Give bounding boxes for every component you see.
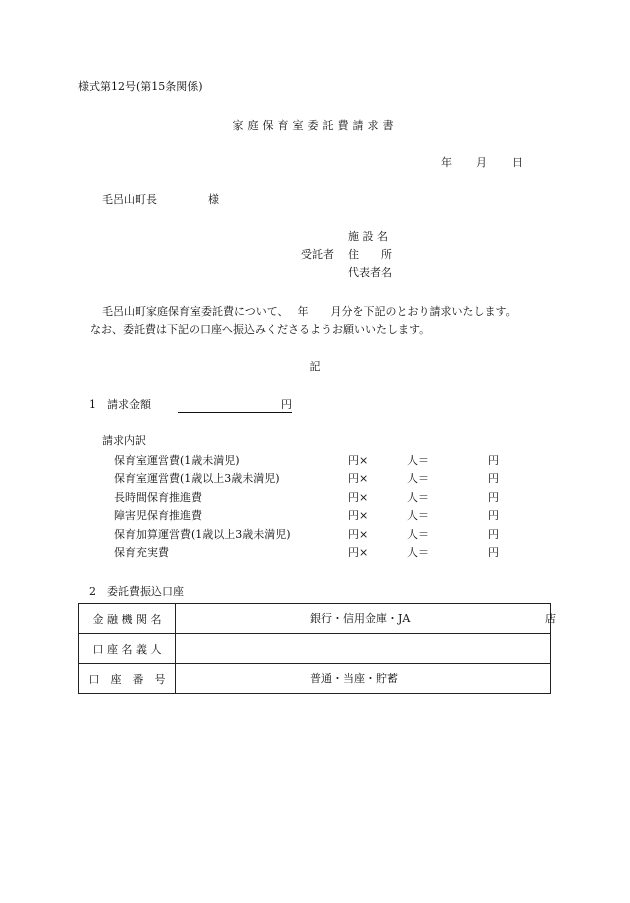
bank-branch-label: 店 — [545, 612, 556, 625]
section-1-title: 1 請求金額 — [89, 398, 151, 411]
bank-name-field[interactable] — [176, 604, 556, 634]
date-day-label: 日 — [512, 156, 523, 169]
breakdown-row-persons: 人＝ — [407, 491, 429, 504]
breakdown-row-persons: 人＝ — [407, 509, 429, 522]
trustee-label: 受託者 — [301, 248, 334, 261]
bank-row — [79, 604, 551, 634]
breakdown-row-total: 円 — [488, 509, 499, 522]
section-2-title: 2 委託費振込口座 — [89, 585, 184, 598]
date-month-label: 月 — [476, 156, 487, 169]
bank-type-options: 銀行・信用金庫・JA — [310, 612, 411, 625]
bank-account-table — [78, 603, 556, 694]
representative-label: 代表者名 — [348, 266, 392, 279]
amount-blank-line — [178, 398, 292, 413]
breakdown-row-label: 保育室運営費(1歳以上3歳未満児) — [114, 472, 280, 485]
address-label: 住 所 — [348, 248, 392, 261]
bank-name-label: 金 融 機 関 名 — [79, 604, 176, 634]
addressee-name: 毛呂山町長 — [102, 193, 157, 206]
account-holder-field[interactable] — [176, 634, 551, 664]
breakdown-row-yen-times: 円× — [348, 528, 369, 541]
breakdown-row-total: 円 — [488, 454, 499, 467]
ki-heading: 記 — [309, 360, 321, 373]
breakdown-row-yen-times: 円× — [348, 454, 369, 467]
holder-row — [79, 634, 551, 664]
breakdown-row-label: 保育充実費 — [114, 546, 169, 559]
breakdown-row-label: 保育室運営費(1歳未満児) — [114, 454, 240, 467]
breakdown-row-persons: 人＝ — [407, 454, 429, 467]
date-year-label: 年 — [441, 156, 452, 169]
breakdown-title: 請求内訳 — [102, 434, 146, 447]
amount-yen-unit: 円 — [281, 398, 292, 411]
account-number-label: 口 座 番 号 — [79, 664, 176, 694]
breakdown-row-persons: 人＝ — [407, 546, 429, 559]
breakdown-row-persons: 人＝ — [407, 528, 429, 541]
account-type-options: 普通・当座・貯蓄 — [310, 672, 398, 685]
breakdown-row-persons: 人＝ — [407, 472, 429, 485]
breakdown-row-total: 円 — [488, 472, 499, 485]
body-line-1: 毛呂山町家庭保育室委託費について、 年 月分を下記のとおり請求いたします。 — [102, 305, 517, 318]
number-row — [79, 664, 551, 694]
breakdown-row-yen-times: 円× — [348, 491, 369, 504]
breakdown-row-total: 円 — [488, 546, 499, 559]
breakdown-row-total: 円 — [488, 528, 499, 541]
breakdown-row-yen-times: 円× — [348, 472, 369, 485]
breakdown-row-label: 保育加算運営費(1歳以上3歳未満児) — [114, 528, 291, 541]
form-number: 様式第12号(第15条関係) — [78, 80, 203, 93]
document-title: 家庭保育室委託費請求書 — [232, 119, 398, 132]
breakdown-row-label: 長時間保育推進費 — [114, 491, 202, 504]
body-line-2: なお、委託費は下記の口座へ振込みくださるようお願いいたします。 — [90, 323, 431, 336]
breakdown-row-yen-times: 円× — [348, 509, 369, 522]
account-number-field[interactable] — [176, 664, 551, 694]
breakdown-row-yen-times: 円× — [348, 546, 369, 559]
breakdown-row-label: 障害児保育推進費 — [114, 509, 202, 522]
account-holder-label: 口 座 名 義 人 — [79, 634, 176, 664]
addressee-honorific: 様 — [208, 193, 219, 206]
facility-name-label: 施 設 名 — [348, 230, 388, 243]
breakdown-row-total: 円 — [488, 491, 499, 504]
